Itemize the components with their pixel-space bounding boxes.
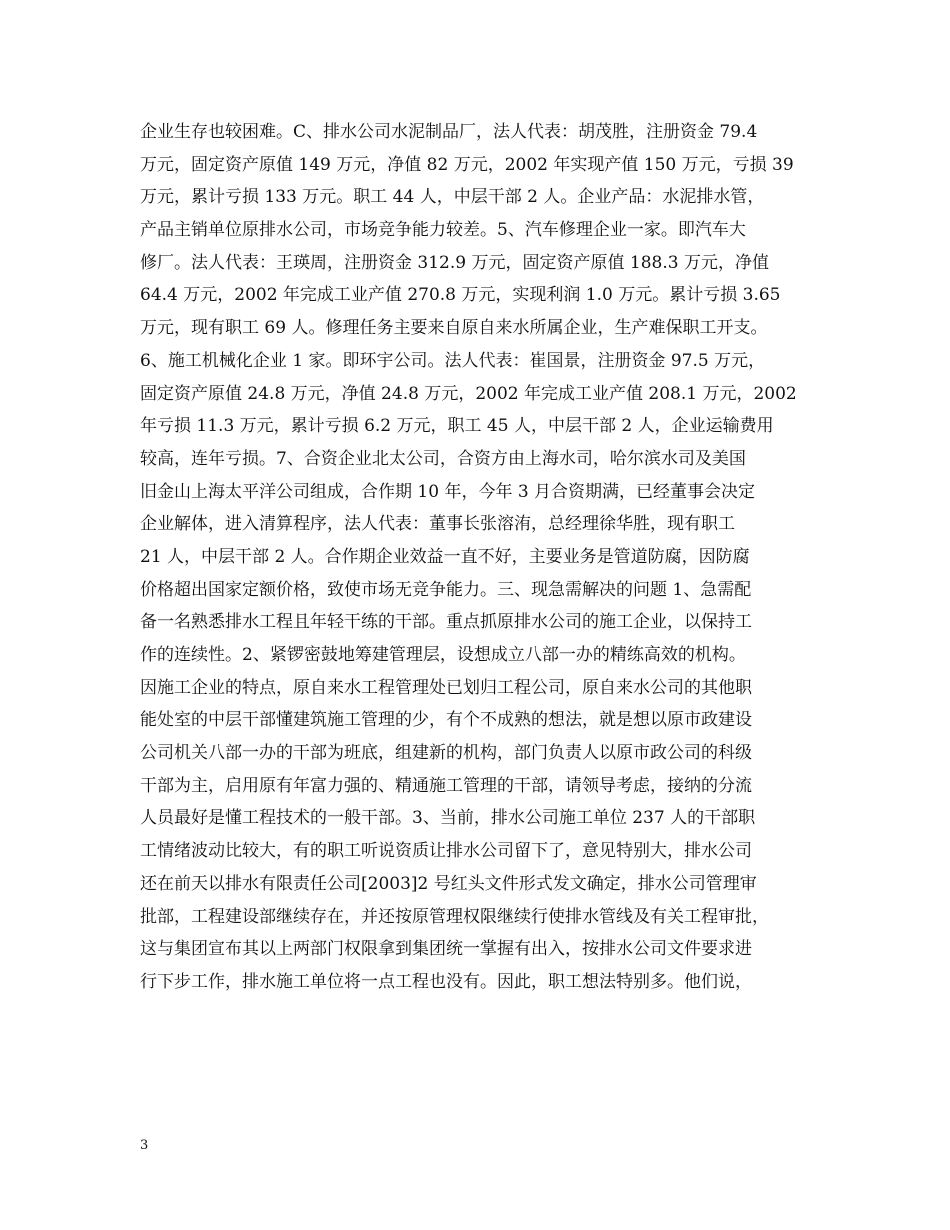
- text-line: 万元，现有职工 69 人。修理任务主要来自原自来水所属企业，生产难保职工开支。: [140, 318, 768, 339]
- text-line: 万元，累计亏损 133 万元。职工 44 人，中层干部 2 人。企业产品：水泥排水管，: [140, 187, 765, 208]
- text-line: 因施工企业的特点，原自来水工程管理处已划归工程公司，原自来水公司的其他职: [140, 677, 752, 698]
- body-text: [140, 116, 840, 999]
- text-line: 旧金山上海太平洋公司组成，合作期 10 年，今年 3 月合资期满，已经董事会决定: [140, 481, 756, 502]
- text-line: 这与集团宣布其以上两部门权限拿到集团统一掌握有出入，按排水公司文件要求进: [140, 939, 752, 960]
- text-line: 行下步工作，排水施工单位将一点工程也没有。因此，职工想法特别多。他们说，: [140, 971, 752, 992]
- text-line: 企业生存也较困难。C、排水公司水泥制品厂，法人代表：胡茂胜，注册资金 79.4: [140, 122, 758, 142]
- text-line: 人员最好是懂工程技术的一般干部。3、当前，排水公司施工单位 237 人的干部职: [140, 808, 756, 829]
- text-line: 备一名熟悉排水工程且年轻干练的干部。重点抓原排水公司的施工企业，以保持工: [140, 612, 752, 633]
- page-number: 3: [140, 1138, 149, 1153]
- text-line: 修厂。法人代表：王瑛周，注册资金 312.9 万元，固定资产原值 188.3 万元，净值: [140, 252, 769, 273]
- text-line: 64.4 万元，2002 年完成工业产值 270.8 万元，实现利润 1.0 万元。累计亏损 3.65: [140, 285, 781, 306]
- text-line: 6、施工机械化企业 1 家。即环宇公司。法人代表：崔国景，注册资金 97.5 万元，: [140, 350, 766, 371]
- text-line: 工情绪波动比较大，有的职工听说资质让排水公司留下了，意见特别大，排水公司: [140, 841, 752, 862]
- text-line: 年亏损 11.3 万元，累计亏损 6.2 万元，职工 45 人，中层干部 2 人，企业运输费用: [140, 416, 774, 437]
- text-line: 还在前天以排水有限责任公司[2003]2 号红头文件形式发文确定，排水公司管理审: [140, 873, 757, 894]
- text-line: 干部为主，启用原有年富力强的、精通施工管理的干部，请领导考虑，接纳的分流: [140, 775, 752, 796]
- text-line: 企业解体，进入清算程序，法人代表：董事长张溶洧，总经理徐华胜，现有职工: [140, 514, 735, 535]
- text-line: 产品主销单位原排水公司，市场竞争能力较差。5、汽车修理企业一家。即汽车大: [140, 220, 746, 241]
- text-line: 万元，固定资产原值 149 万元，净值 82 万元，2002 年实现产值 150 万元，亏损 39: [140, 154, 794, 175]
- text-line: 21 人，中层干部 2 人。合作期企业效益一直不好，主要业务是管道防腐，因防腐: [140, 546, 750, 567]
- text-line: 固定资产原值 24.8 万元，净值 24.8 万元，2002 年完成工业产值 208.1 万元，2002: [140, 383, 797, 404]
- text-line: 作的连续性。2、紧锣密鼓地筹建管理层，设想成立八部一办的精练高效的机构。: [140, 645, 746, 665]
- text-line: 较高，连年亏损。7、合资企业北太公司，合资方由上海水司，哈尔滨水司及美国: [140, 448, 746, 469]
- text-line: 批部，工程建设部继续存在，并还按原管理权限继续行使排水管线及有关工程审批，: [140, 906, 769, 927]
- text-line: 公司机关八部一办的干部为班底，组建新的机构，部门负责人以原市政公司的科级: [140, 743, 752, 764]
- text-line: 能处室的中层干部懂建筑施工管理的少，有个不成熟的想法，就是想以原市政建设: [140, 710, 752, 731]
- text-line: 价格超出国家定额价格，致使市场无竞争能力。三、现急需解决的问题 1、急需配: [140, 579, 752, 600]
